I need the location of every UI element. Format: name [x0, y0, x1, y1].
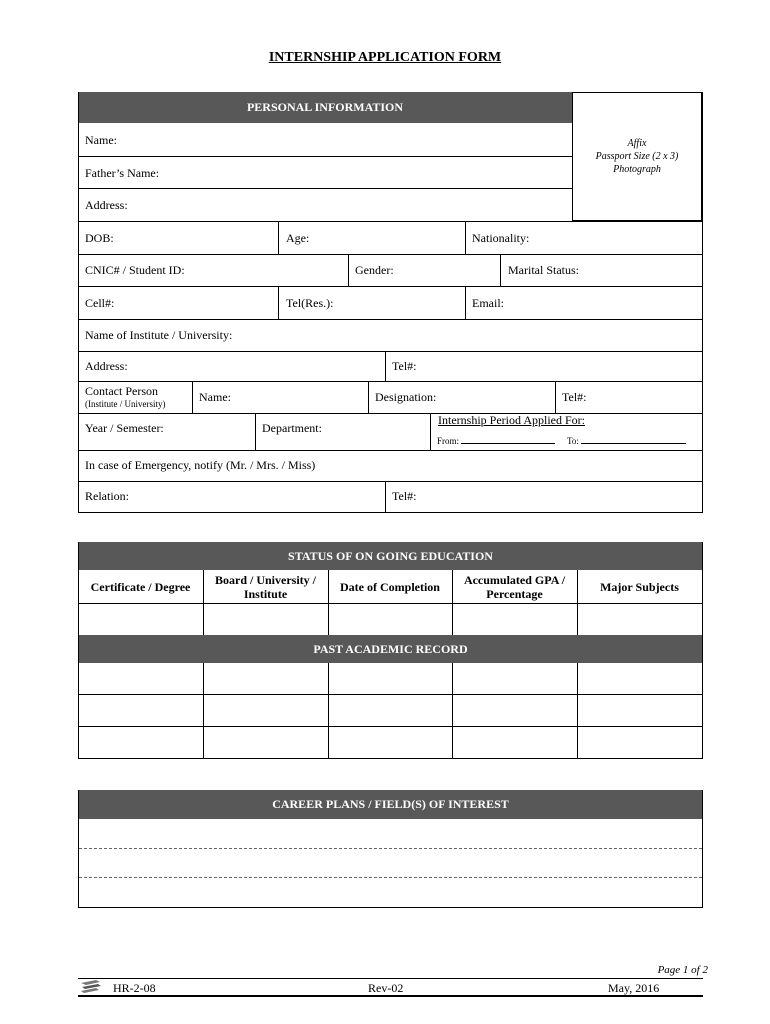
gender-label: Gender:	[355, 263, 394, 277]
form-date: May, 2016	[608, 981, 660, 995]
contact-person-sub-label: (Institute / University)	[85, 399, 166, 409]
career-line-2[interactable]	[79, 877, 702, 878]
company-logo	[78, 979, 104, 995]
education-header	[78, 542, 703, 570]
form-title: INTERNSHIP APPLICATION FORM	[268, 50, 502, 65]
contact-name-label: Name:	[199, 390, 231, 404]
from-field[interactable]	[461, 443, 555, 444]
col-gpa-percentage: Accumulated GPA / Percentage	[463, 573, 566, 601]
tel-res-label: Tel(Res.):	[286, 296, 334, 310]
education-header-text: STATUS OF ON GOING EDUCATION	[288, 548, 493, 563]
year-semester-label: Year / Semester:	[85, 421, 164, 435]
personal-info-header	[78, 92, 572, 123]
institute-address-label: Address:	[85, 359, 128, 373]
past-academic-header	[78, 635, 703, 663]
col-board-university: Board / University / Institute	[215, 573, 316, 601]
career-line-1[interactable]	[79, 848, 702, 849]
name-label: Name:	[85, 133, 117, 147]
internship-period-label: Internship Period Applied For:	[438, 413, 585, 427]
form-code: HR-2-08	[113, 981, 156, 995]
revision: Rev-02	[368, 981, 404, 995]
age-label: Age:	[286, 231, 310, 245]
contact-person-label: Contact Person	[85, 384, 158, 398]
institute-tel-label: Tel#:	[392, 359, 417, 373]
photo-box	[572, 92, 703, 222]
photo-text-affix: Affix	[627, 138, 647, 149]
page-number: Page 1 of 2	[657, 964, 708, 976]
cell-label: Cell#:	[85, 296, 115, 310]
past-academic-header-text: PAST ACADEMIC RECORD	[313, 641, 468, 656]
career-header-text: CAREER PLANS / FIELD(S) OF INTEREST	[272, 797, 509, 811]
to-field[interactable]	[581, 443, 686, 444]
marital-status-label: Marital Status:	[508, 263, 579, 277]
nationality-label: Nationality:	[472, 231, 530, 245]
contact-tel-label: Tel#:	[562, 390, 587, 404]
relation-tel-label: Tel#:	[392, 489, 417, 503]
cnic-label: CNIC# / Student ID:	[85, 263, 185, 277]
department-label: Department:	[262, 421, 322, 435]
father-name-label: Father’s Name:	[85, 166, 160, 180]
address-label: Address:	[85, 198, 128, 212]
email-label: Email:	[472, 296, 504, 310]
col-date-completion: Date of Completion	[340, 580, 440, 594]
from-label: From:	[437, 436, 460, 446]
col-major-subjects: Major Subjects	[600, 580, 679, 594]
to-label: To:	[567, 436, 579, 446]
emergency-label: In case of Emergency, notify (Mr. / Mrs. / Miss)	[85, 458, 316, 472]
designation-label: Designation:	[375, 390, 437, 404]
col-certificate-degree: Certificate / Degree	[90, 580, 191, 594]
photo-text-photograph: Photograph	[613, 164, 661, 175]
personal-info-header-text: PERSONAL INFORMATION	[246, 100, 404, 114]
relation-label: Relation:	[85, 489, 129, 503]
photo-text-size: Passport Size (2 x 3)	[595, 151, 679, 162]
dob-label: DOB:	[85, 231, 114, 245]
institute-label: Name of Institute / University:	[85, 328, 233, 342]
career-header	[78, 790, 703, 819]
